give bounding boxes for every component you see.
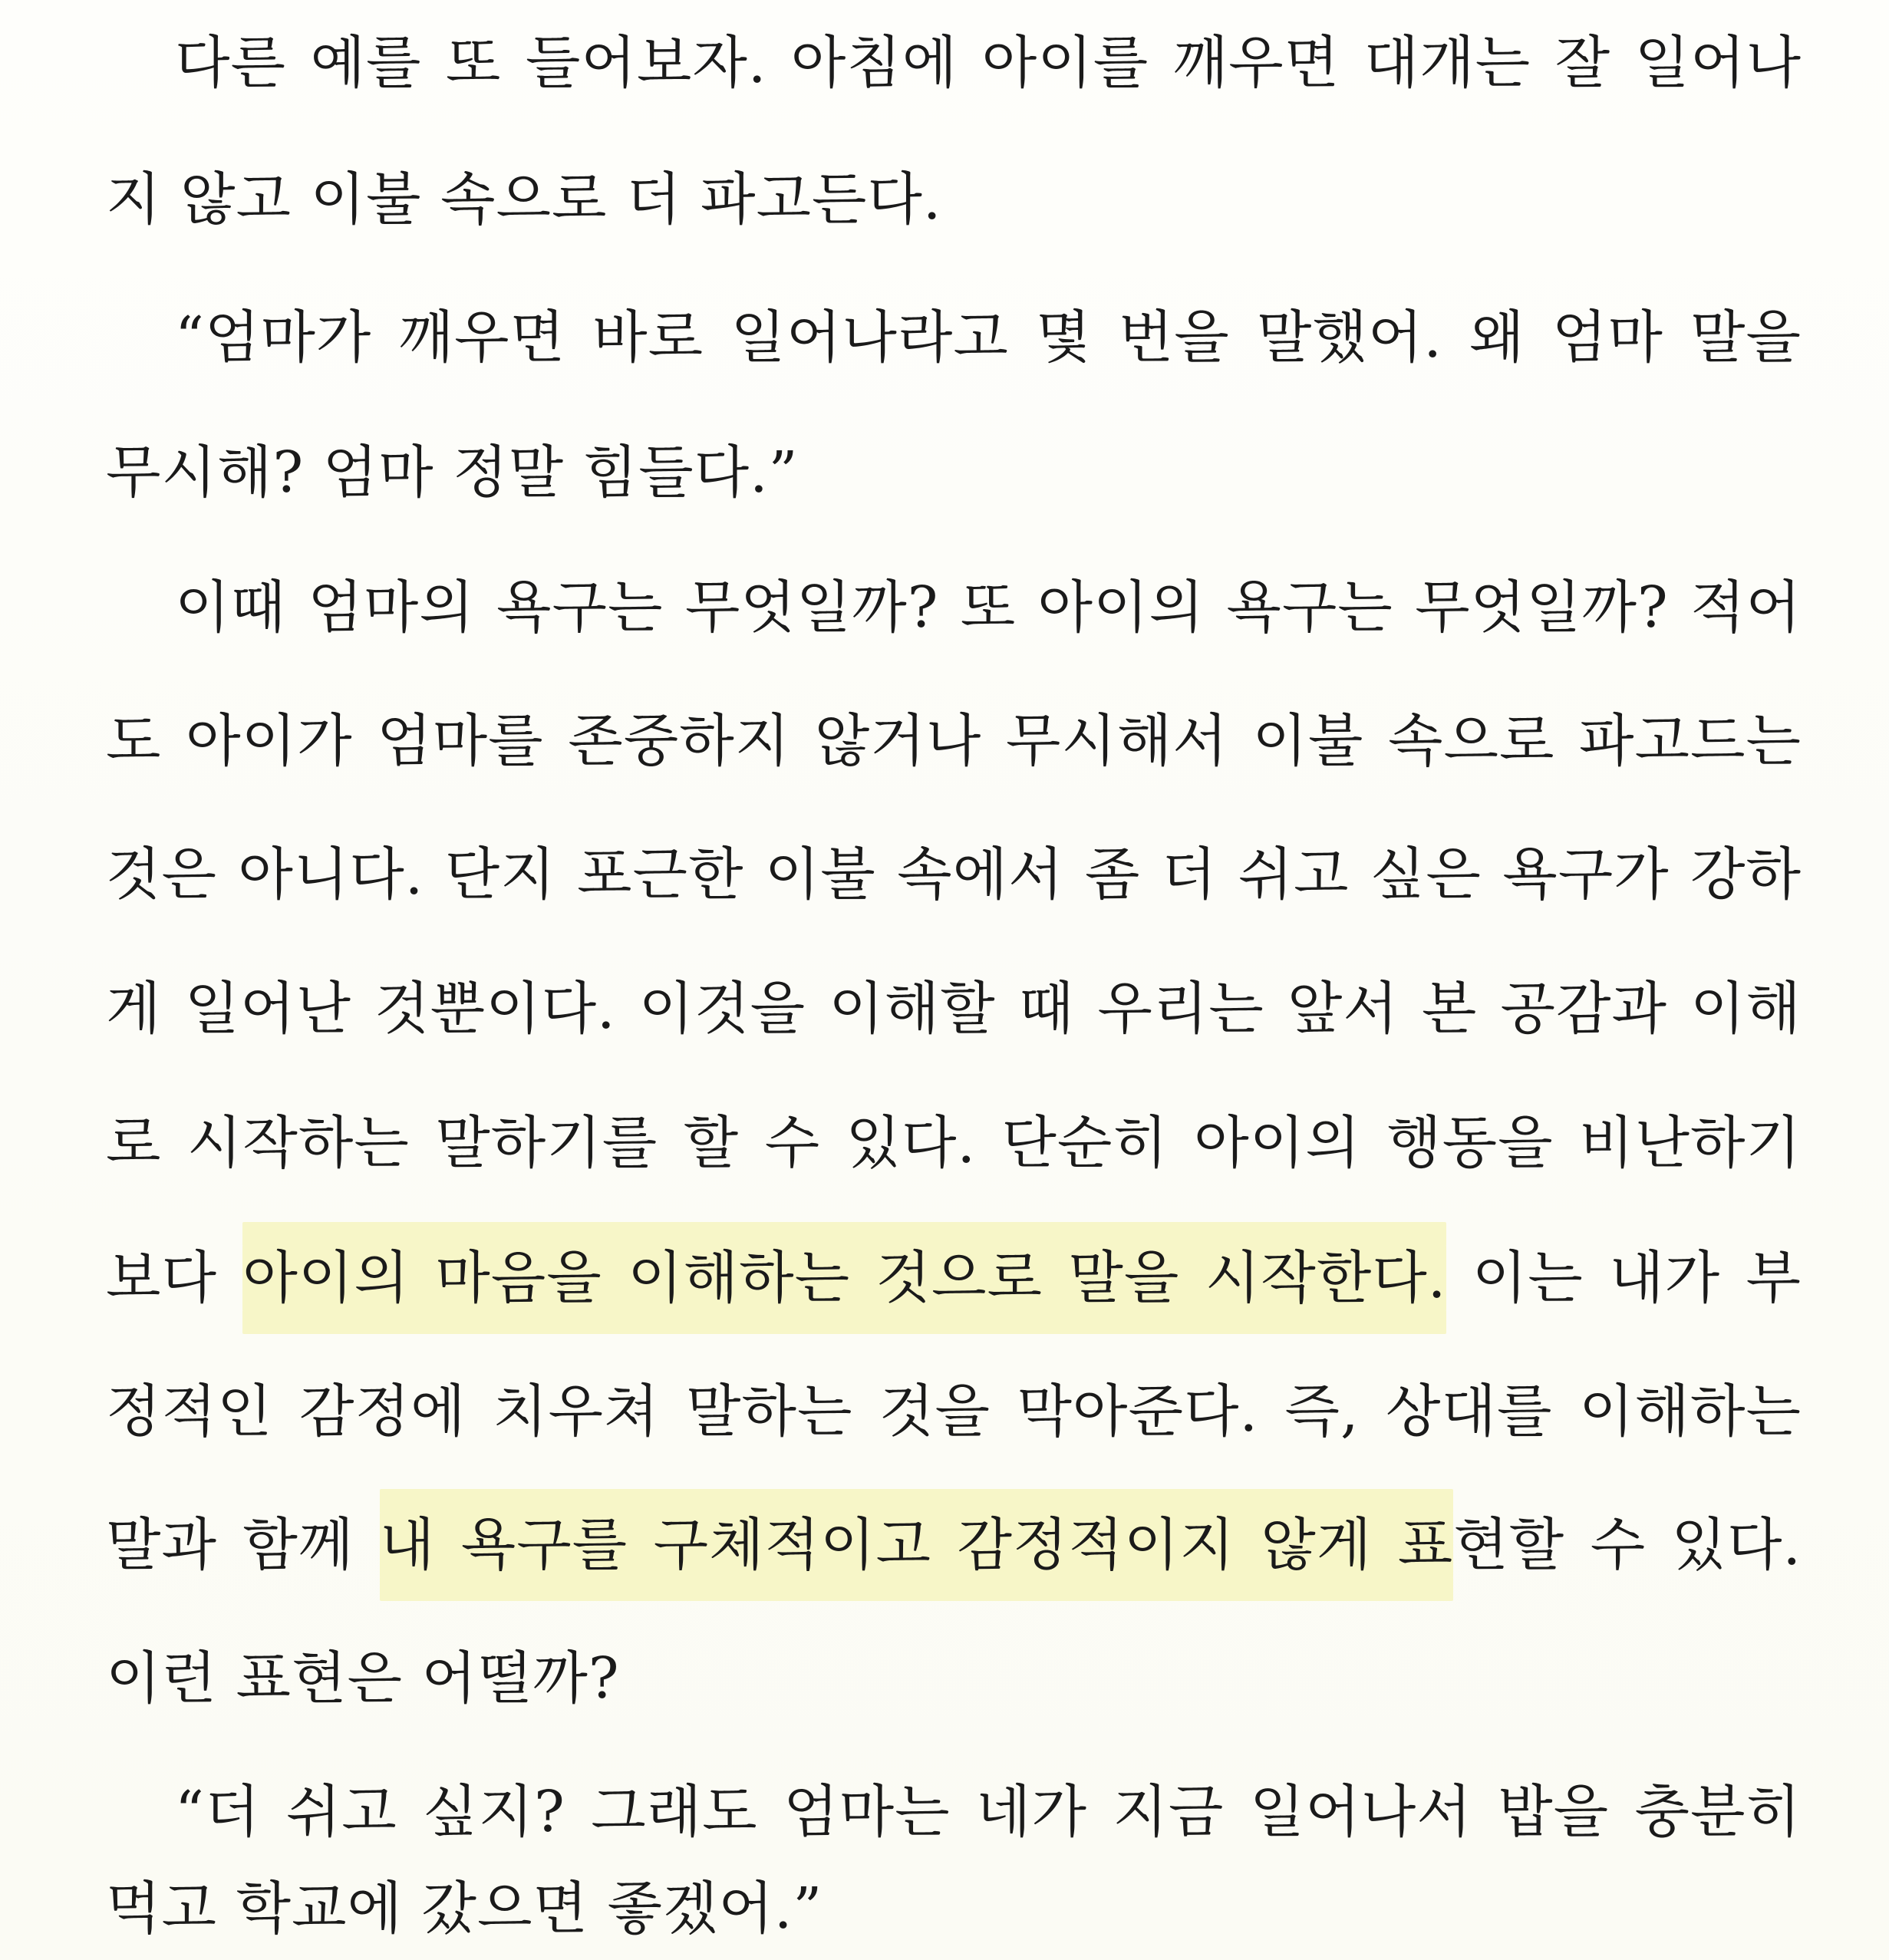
text-line-12 — [106, 1499, 1802, 1591]
text-line-5: 이때 엄마의 욕구는 무엇일까? 또 아이의 욕구는 무엇일까? 적어 — [175, 575, 1802, 641]
text-segment: 이는 내가 부 — [1472, 1245, 1802, 1311]
text-line-1: 다른 예를 또 들어보자. 아침에 아이를 깨우면 대개는 잘 일어나 — [175, 30, 1802, 96]
text-segment — [1446, 1245, 1472, 1311]
text-line-4: 무시해? 엄마 정말 힘들다.” — [106, 440, 799, 506]
text-segment: 현할 수 있다. — [1453, 1512, 1802, 1578]
text-line-9: 로 시작하는 말하기를 할 수 있다. 단순히 아이의 행동을 비난하기 — [106, 1110, 1802, 1176]
text-line-10 — [106, 1232, 1802, 1324]
text-line-7: 것은 아니다. 단지 포근한 이불 속에서 좀 더 쉬고 싶은 욕구가 강하 — [106, 842, 1802, 908]
text-line-14: “더 쉬고 싶지? 그래도 엄마는 네가 지금 일어나서 밥을 충분히 — [175, 1779, 1802, 1845]
highlighted-text: 내 욕구를 구체적이고 감정적이지 않게 표 — [379, 1512, 1454, 1578]
text-line-8: 게 일어난 것뿐이다. 이것을 이해할 때 우리는 앞서 본 공감과 이해 — [106, 976, 1802, 1042]
text-line-6: 도 아이가 엄마를 존중하지 않거나 무시해서 이불 속으로 파고드는 — [106, 708, 1802, 774]
text-line-15: 먹고 학교에 갔으면 좋겠어.” — [106, 1876, 823, 1942]
text-segment: 보다 — [106, 1245, 243, 1311]
text-line-11: 정적인 감정에 치우쳐 말하는 것을 막아준다. 즉, 상대를 이해하는 — [106, 1379, 1802, 1444]
text-line-2: 지 않고 이불 속으로 더 파고든다. — [106, 166, 942, 232]
text-line-13: 이런 표현은 어떨까? — [106, 1645, 620, 1711]
text-segment: 말과 함께 — [106, 1512, 380, 1578]
highlighted-text: 아이의 마음을 이해하는 것으로 말을 시작한다. — [242, 1245, 1447, 1311]
text-line-3: “엄마가 깨우면 바로 일어나라고 몇 번을 말했어. 왜 엄마 말을 — [175, 305, 1802, 371]
